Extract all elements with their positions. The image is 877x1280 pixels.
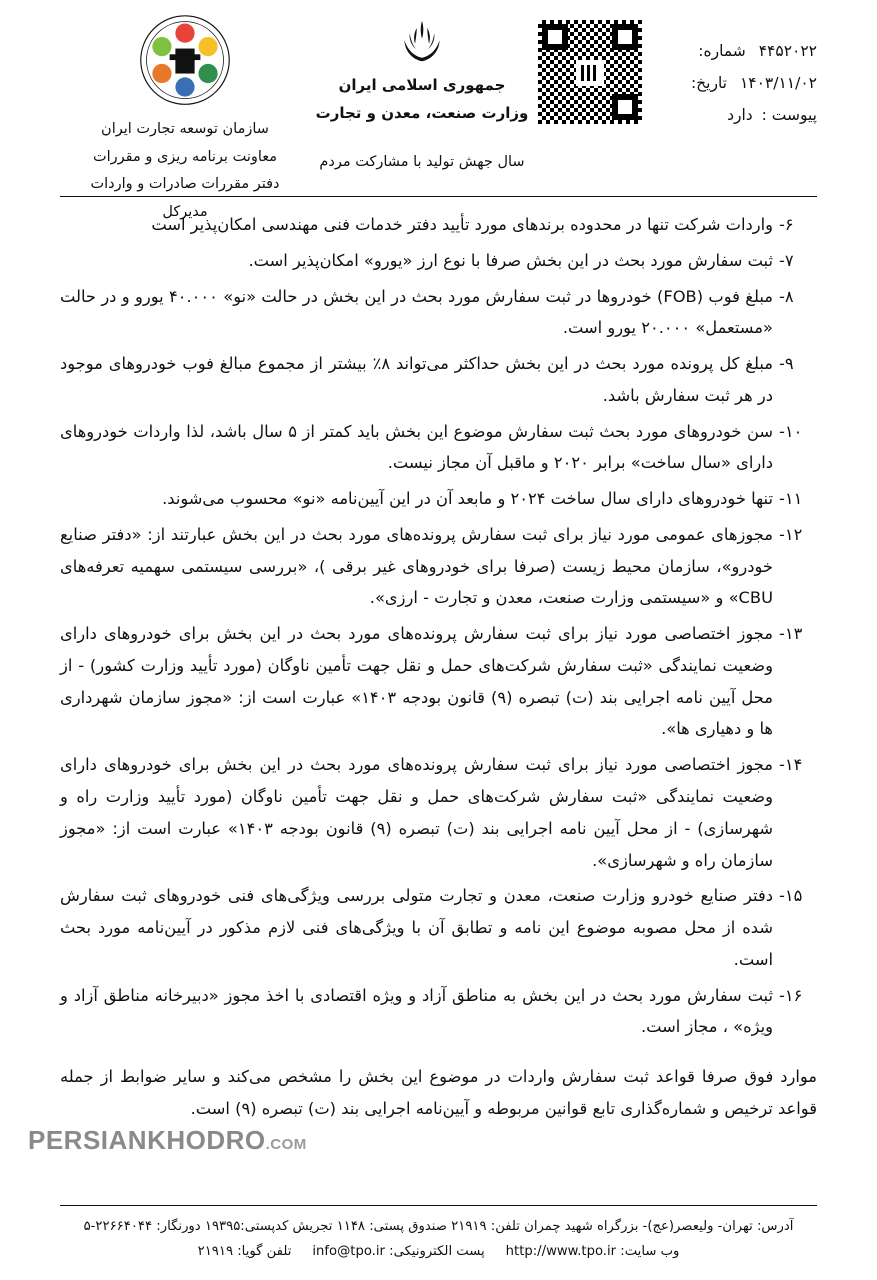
document-header: [60, 0, 817, 220]
document-number-label: شماره:: [698, 42, 746, 60]
document-attachment-label: پیوست :: [761, 105, 817, 124]
clause-number: ۸-: [779, 286, 794, 306]
closing-paragraph: موارد فوق صرفا قواعد ثبت سفارش واردات در موضوع این بخش را مشخص می‌کند و سایر ضوابط از جمله قواعد ترخیص و شماره‌گذاری تابع قوانین مربوطه و آیین‌نامه اجرایی بند (ت) تبصره (۹) است.: [60, 1067, 817, 1118]
footer-email-label: پست الکترونیکی:: [389, 1243, 485, 1259]
list-item: [60, 483, 817, 515]
clause-text: مجوزهای عمومی مورد نیاز برای ثبت سفارش پرونده‌های مورد بحث در این بخش عبارتند از: «دفتر صنایع خودرو»، سازمان محیط زیست (صرفا برای خودروهای غیر برقی )، «بررسی سیستمی سهمیه تعرفه‌های CBU» و «سیستمی وزارت صنعت، معدن و تجارت - ارزی».: [60, 524, 773, 608]
clause-number: ۶-: [779, 215, 794, 234]
org-line-3: دفتر مقررات صادرات و واردات: [90, 176, 280, 193]
list-item: [60, 348, 817, 412]
list-item: [60, 245, 817, 277]
watermark-main: PERSIANKHODRO: [28, 1125, 266, 1155]
clause-list: [60, 209, 817, 1043]
footer-phone-label: تلفن گویا:: [237, 1243, 292, 1259]
org-line-2: معاونت برنامه ریزی و مقررات: [92, 148, 278, 165]
document-attachment-row: [642, 100, 817, 132]
document-footer: [60, 1205, 817, 1264]
clause-number: ۱۴-: [779, 755, 803, 775]
list-item: [60, 209, 817, 241]
document-number-value: ۴۴۵۲۰۲۲: [758, 42, 817, 60]
clause-text: تنها خودروهای دارای سال ساخت ۲۰۲۴ و مابعد آن در این آیین‌نامه «نو» محسوب می‌شوند.: [162, 489, 773, 509]
header-meta-block: [642, 10, 817, 131]
ministry-block: [310, 10, 534, 170]
footer-email-value[interactable]: info@tpo.ir: [312, 1243, 385, 1259]
clause-text: مجوز اختصاصی مورد نیاز برای ثبت سفارش پرونده‌های مورد بحث در این بخش برای خودروهای دارای وضعیت نمایندگی «ثبت سفارش شرکت‌های حمل و نقل جهت تأمین ناوگان (مورد تأیید وزارت کشور) - از محل آیین نامه اجرایی بند (ت) تبصره (۹) قانون بودجه ۱۴۰۳» عبارت است از: «مجوز سازمان شهرداری ها و دهیاری ها».: [60, 624, 773, 739]
organization-block: [60, 10, 310, 226]
qr-finder-bottom-right: [612, 94, 638, 120]
clause-number: ۱۵-: [779, 886, 803, 906]
ministry-line-2: وزارت صنعت، معدن و تجارت: [315, 103, 529, 122]
org-line-4: مدیرکل: [162, 203, 208, 220]
document-date-label: تاریخ:: [690, 73, 728, 92]
list-item: [60, 281, 817, 345]
ministry-line-1: جمهوری اسلامی ایران: [338, 76, 506, 94]
document-date-value: ۱۴۰۳/۱۱/۰۲: [739, 73, 817, 92]
watermark-suffix: .COM: [265, 1136, 307, 1153]
qr-code-block: [534, 10, 642, 124]
document-body: [60, 209, 817, 1125]
clause-text: سن خودروهای مورد بحث ثبت سفارش موضوع این بخش باید کمتر از ۵ سال باشد، لذا واردات خودروهای دارای «سال ساخت» برابر ۲۰۲۰ و ماقبل آن مجاز نیست.: [60, 421, 773, 473]
list-item: [60, 880, 817, 975]
clause-number: ۱۰-: [779, 421, 803, 441]
footer-phone-value: ۲۱۹۱۹: [197, 1243, 234, 1259]
footer-site-label: وب سایت:: [620, 1243, 680, 1259]
list-item: [60, 980, 817, 1044]
clause-text: مجوز اختصاصی مورد نیاز برای ثبت سفارش پرونده‌های مورد بحث در این بخش برای خودروهای دارای وضعیت نمایندگی «ثبت سفارش شرکت‌های حمل و نقل جهت تأمین ناوگان (مورد تأیید وزارت راه و شهرسازی) - از محل آیین نامه اجرایی بند (ت) تبصره (۹) قانون بودجه ۱۴۰۳» عبارت است از: «مجوز سازمان راه و شهرسازی».: [60, 755, 773, 870]
clause-text: ثبت سفارش مورد بحث در این بخش صرفا با نوع ارز «یورو» امکان‌پذیر است.: [248, 250, 773, 270]
clause-number: ۷-: [779, 250, 794, 270]
list-item: [60, 618, 817, 745]
list-item: [60, 519, 817, 614]
qr-code-icon: [538, 20, 642, 124]
footer-address-line: آدرس: تهران- ولیعصر(عج)- بزرگراه شهید چمران تلفن: ۲۱۹۱۹ صندوق پستی: ۱۱۴۸ تجریش کدپستی:۱۹۳۹۵ دورنگار: ۲۲۶۶۴۰۴۴-۵: [83, 1218, 794, 1234]
clause-number: ۱۱-: [779, 489, 803, 509]
clause-text: دفتر صنایع خودرو وزارت صنعت، معدن و تجارت متولی بررسی ویژگی‌های فنی خودروهای ثبت سفارش شده از محل مصوبه موضوع این نامه و تطابق آن با ویژگی‌های فنی لازم مذکور در آیین‌نامه مورد بحث است.: [60, 886, 773, 969]
list-item: [60, 749, 817, 876]
clause-text: واردات شرکت تنها در محدوده برندهای مورد تأیید دفتر خدمات فنی مهندسی امکان‌پذیر است: [151, 215, 773, 234]
footer-divider: [60, 1205, 817, 1206]
watermark: [18, 1119, 317, 1162]
clause-number: ۱۶-: [779, 985, 803, 1005]
tpo-logo-icon: [127, 12, 243, 112]
iran-emblem-icon: [394, 14, 450, 70]
clause-text: مبلغ فوب (FOB) خودروها در ثبت سفارش مورد بحث در این بخش در حالت «نو» ۴۰.۰۰۰ یورو و در حالت «مستعمل» ۲۰.۰۰۰ یورو است.: [60, 286, 773, 338]
clause-number: ۱۳-: [779, 624, 803, 644]
clause-number: ۹-: [779, 354, 794, 374]
list-item: [60, 416, 817, 480]
clause-text: ثبت سفارش مورد بحث در این بخش به مناطق آزاد و ویژه اقتصادی با اخذ مجوز «دبیرخانه مناطق آزاد و ویژه» ، مجاز است.: [60, 985, 773, 1037]
footer-contact-line: [60, 1239, 817, 1264]
footer-site-value[interactable]: http://www.tpo.ir: [505, 1243, 617, 1259]
clause-text: مبلغ کل پرونده مورد بحث در این بخش حداکثر می‌تواند ۸٪ بیشتر از مجموع مبالغ فوب خودروهای موجود در هر ثبت سفارش باشد.: [60, 354, 773, 405]
document-number-row: [642, 36, 817, 68]
document-date-row: [642, 68, 817, 100]
document-attachment-value: دارد: [727, 105, 753, 124]
year-slogan: سال جهش تولید با مشارکت مردم: [319, 153, 525, 170]
qr-center-pattern: [576, 60, 604, 86]
clause-number: ۱۲-: [779, 524, 803, 544]
org-line-1: سازمان توسعه تجارت ایران: [101, 121, 269, 137]
